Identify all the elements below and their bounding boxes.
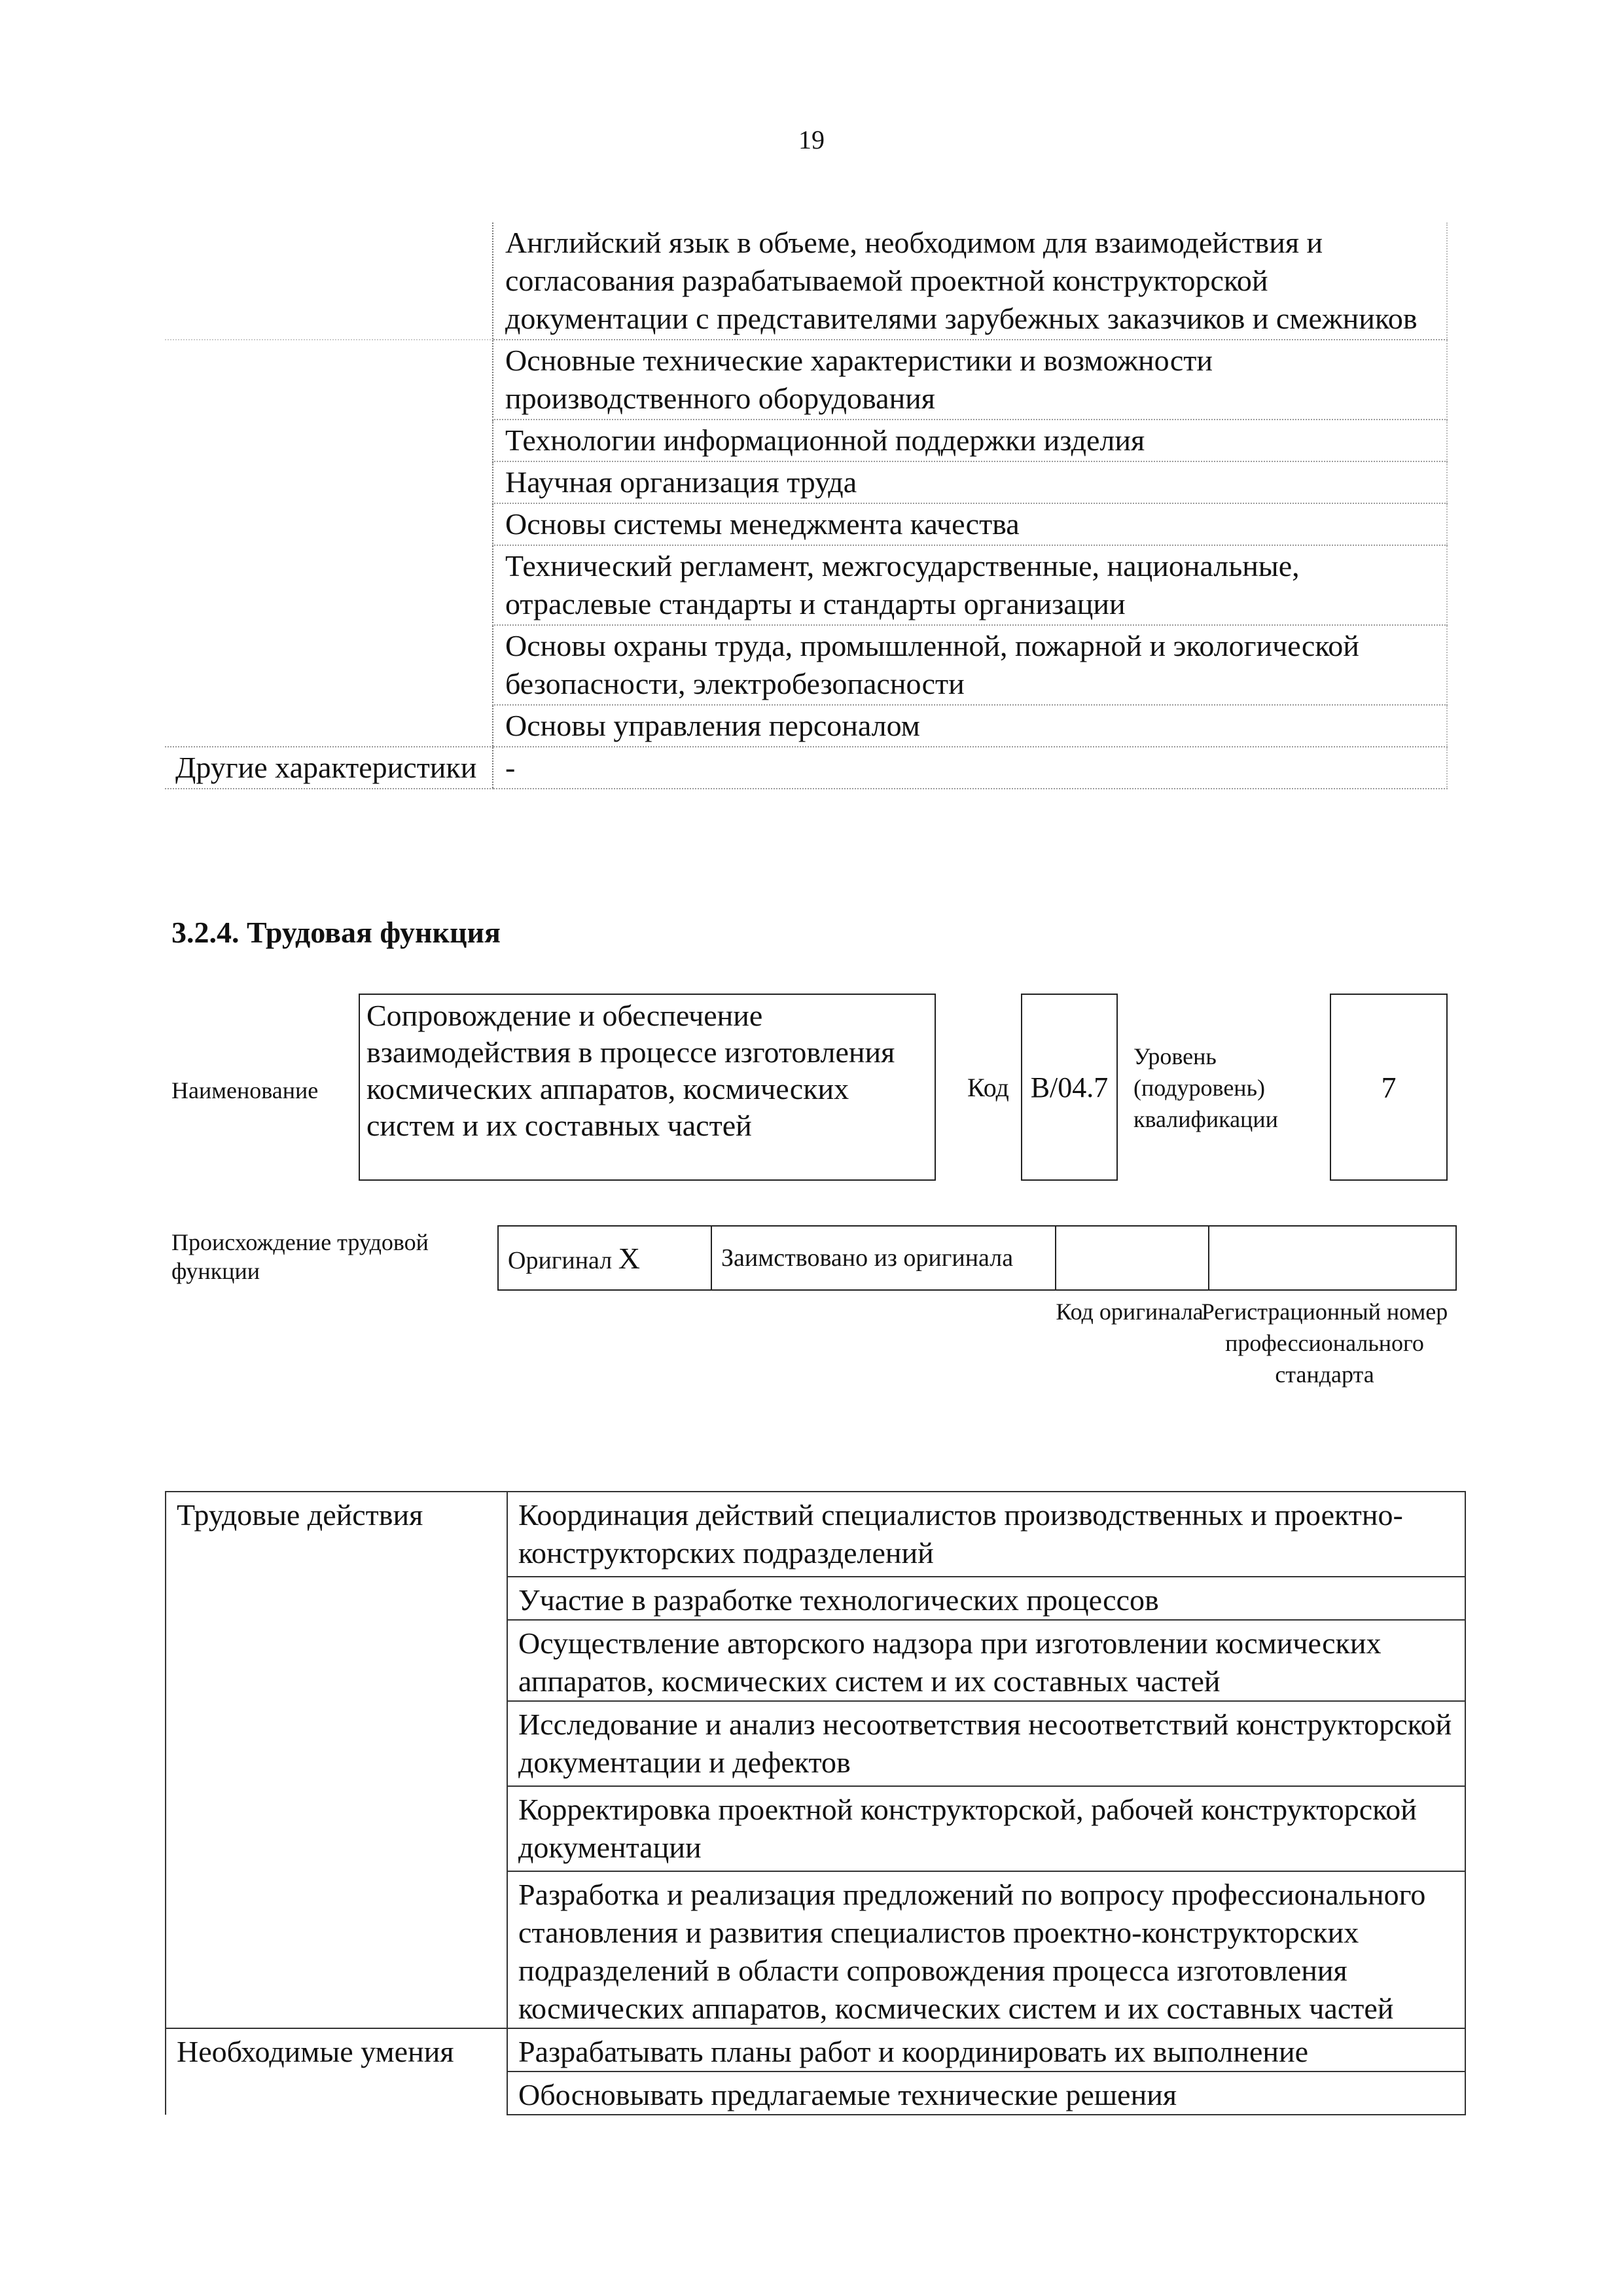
other-characteristics-value: - [493,747,1447,789]
name-label: Наименование [171,1077,319,1103]
origin-table [497,1225,1457,1291]
table-row [165,223,1447,340]
level-box: 7 [1330,994,1448,1181]
table-row [166,2028,1465,2072]
labor-action-item: Осуществление авторского надзора при изготовлении космических аппаратов, космических систем и их составных частей [507,1620,1465,1701]
code-label: Код [967,1073,1009,1102]
labor-actions-label: Трудовые действия [166,1492,507,2028]
function-code-box: B/04.7 [1021,994,1118,1181]
knowledge-item: Технологии информационной поддержки изделия [493,420,1447,461]
labor-action-item: Участие в разработке технологических процессов [507,1577,1465,1620]
knowledge-item: Основы охраны труда, промышленной, пожарной и экологической безопасности, электробезопасности [493,625,1447,705]
origin-borrowed-label: Заимствовано из оригинала [711,1226,1056,1290]
origin-code-cell [1056,1226,1209,1290]
knowledge-item: Английский язык в объеме, необходимом для взаимодействия и согласования разрабатываемой проектной конструкторской документации с представителями зарубежных заказчиков и смежников [493,223,1447,340]
labor-function-table [165,1491,1466,2115]
knowledge-item: Основы системы менеджмента качества [493,503,1447,545]
origin-original-mark: X [618,1241,640,1275]
origin-original-label: Оригинал [508,1246,613,1274]
table-row [165,747,1447,789]
table-row [165,461,1447,503]
required-skills-label: Необходимые умения [166,2028,507,2115]
knowledge-item: Основы управления персоналом [493,705,1447,747]
knowledge-item: Научная организация труда [493,461,1447,503]
section-title: 3.2.4. Трудовая функция [171,916,501,949]
skill-item: Обосновывать предлагаемые технические решения [507,2072,1465,2115]
labor-action-item: Разработка и реализация предложений по вопросу профессионального становления и развития специалистов проектно-конструкторских подразделений в области сопровождения процесса изготовления космических аппаратов, космических систем и их составных частей [507,1871,1465,2028]
knowledge-item: Основные технические характеристики и возможности производственного оборудования [493,340,1447,420]
other-characteristics-label: Другие характеристики [165,747,493,789]
knowledge-item: Технический регламент, межгосударственные, национальные, отраслевые стандарты и стандарты организации [493,545,1447,625]
origin-reg-cell [1209,1226,1456,1290]
origin-original-cell [498,1226,711,1290]
table-row [165,503,1447,545]
origin-label: Происхождение трудовой функции [171,1229,429,1284]
labor-action-item: Корректировка проектной конструкторской, рабочей конструкторской документации [507,1786,1465,1871]
table-row [165,545,1447,625]
table-row [498,1226,1456,1290]
labor-action-item: Координация действий специалистов производственных и проектно-конструкторских подразделений [507,1492,1465,1577]
table-row [165,340,1447,420]
table-row [165,705,1447,747]
labor-action-item: Исследование и анализ несоответствия несоответствий конструкторской документации и дефектов [507,1701,1465,1786]
knowledge-continuation-table [165,223,1448,789]
origin-code-caption: Код оригинала [1056,1299,1204,1325]
page-number: 19 [798,125,825,154]
level-label: Уровень (подуровень) квалификации [1133,1043,1278,1132]
skill-item: Разрабатывать планы работ и координировать их выполнение [507,2028,1465,2072]
origin-reg-caption: Регистрационный номер профессионального стандарта [1201,1299,1448,1388]
table-row [165,420,1447,461]
table-row [166,1492,1465,1577]
function-name-box: Сопровождение и обеспечение взаимодействия в процессе изготовления космических аппаратов, космических систем и их составных частей [359,994,936,1181]
table-row [165,625,1447,705]
